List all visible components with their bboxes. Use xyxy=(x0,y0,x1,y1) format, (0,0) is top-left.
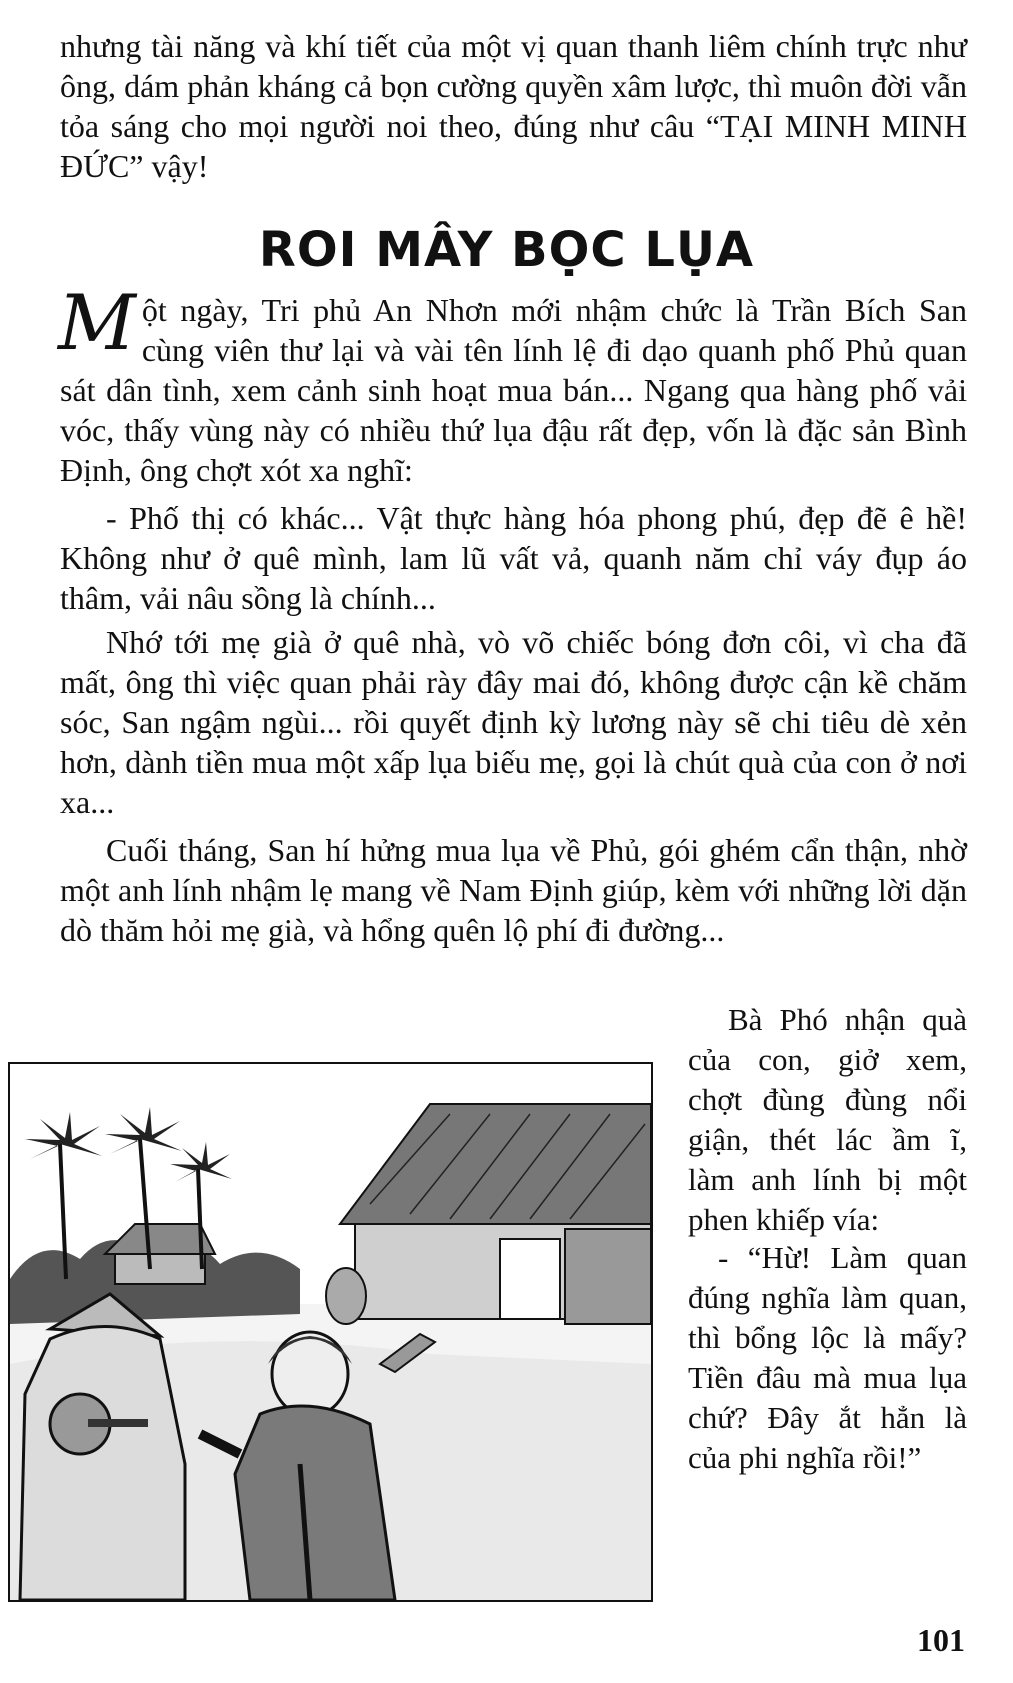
drop-cap: M xyxy=(58,278,136,367)
illustration xyxy=(8,1062,653,1602)
paragraph-2: - Phố thị có khác... Vật thực hàng hóa phong phú, đẹp đẽ ê hề! Không như ở quê mình, lam lũ vất vả, quanh năm chỉ váy đụp áo thâm, vải nâu sồng là chính... xyxy=(60,500,967,616)
illustration-drawing xyxy=(10,1064,651,1600)
paragraph-3: Nhớ tới mẹ già ở quê nhà, vò võ chiếc bóng đơn côi, vì cha đã mất, ông thì việc quan phải rày đây mai đó, không được cận kề chăm sóc, San ngậm ngùi... rồi quyết định kỳ lương này sẽ chi tiêu dè xẻn hơn, dành tiền mua một xấp lụa biếu mẹ, gọi là chút quà của con ở nơi xa... xyxy=(60,624,967,820)
intro-paragraph: nhưng tài năng và khí tiết của một vị quan thanh liêm chính trực như ông, dám phản kháng cả bọn cường quyền xâm lược, thì muôn đời vẫn tỏa sáng cho mọi người noi theo, đúng như câu “TẠI MINH MINH ĐỨC” vậy! xyxy=(60,28,967,184)
paragraph-4: Cuối tháng, San hí hửng mua lụa về Phủ, gói ghém cẩn thận, nhờ một anh lính nhậm lẹ mang về Nam Định giúp, kèm với những lời dặn dò thăm hỏi mẹ già, và hổng quên lộ phí đi đường... xyxy=(60,832,967,948)
story-title: ROI MÂY BỌC LỤA xyxy=(258,222,755,278)
paragraph-1-text: ột ngày, Tri phủ An Nhơn mới nhậm chức là Trần Bích San cùng viên thư lại và vài tên lính lệ đi dạo quanh phố Phủ quan sát dân tình, xem cảnh sinh hoạt mua bán... Ngang qua hàng phố vải vóc, thấy vùng này có nhiều thứ lụa đậu rất đẹp, vốn là đặc sản Bình Định, ông chợt xót xa nghĩ: xyxy=(60,292,967,488)
paragraph-1 xyxy=(58,278,967,490)
paragraph-5: Bà Phó nhận quà của con, giở xem, chợt đùng đùng nổi giận, thét lác ầm ĩ, làm anh lính bị một phen khiếp vía: xyxy=(688,1002,967,1237)
paragraph-6: - “Hừ! Làm quan đúng nghĩa làm quan, thì bổng lộc là mấy? Tiền đâu mà mua lụa chứ? Đây ắt hẳn là của phi nghĩa rồi!” xyxy=(688,1240,967,1475)
page-number: 101 xyxy=(917,1622,965,1658)
